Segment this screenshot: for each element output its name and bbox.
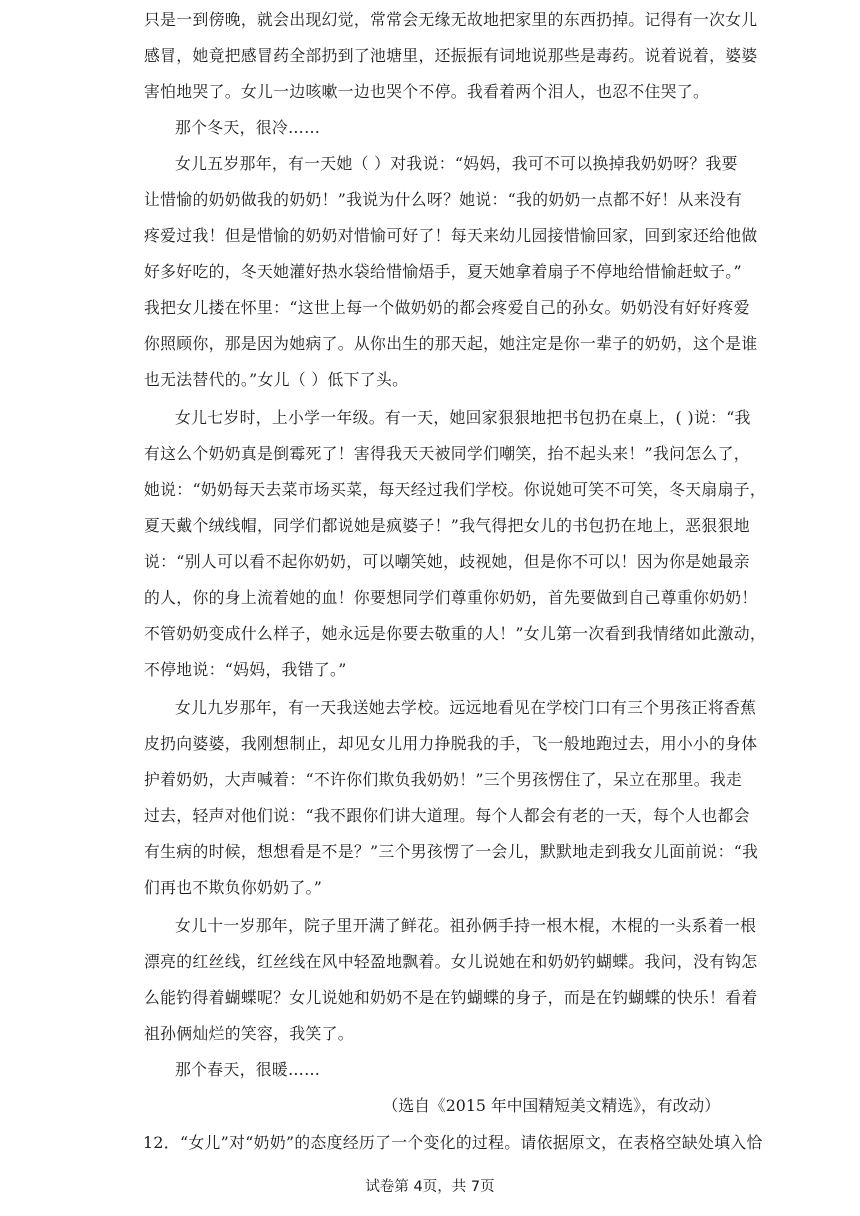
passage-line: 也无法替代的。”女儿（ ）低下了头。 bbox=[144, 370, 409, 389]
passage-line: 那个春天，很暖…… bbox=[175, 1060, 321, 1079]
passage-line: 女儿五岁那年，有一天她（ ）对我说：“妈妈，我可不可以换掉我奶奶呀？我要 bbox=[175, 154, 738, 173]
question-text: 12．“女儿”对“奶奶”的态度经历了一个变化的过程。请依据原文，在表格空缺处填入恰 bbox=[143, 1133, 763, 1152]
passage-line: 说：“别人可以看不起你奶奶，可以嘲笑她，歧视她，但是你不可以！因为你是她最亲 bbox=[144, 552, 750, 571]
passage-line: 夏天戴个绒线帽，同学们都说她是疯婆子！”我气得把女儿的书包扔在地上，恶狠狠地 bbox=[144, 516, 750, 535]
passage-line: 的人，你的身上流着她的血！你要想同学们尊重你奶奶，首先要做到自己尊重你奶奶！ bbox=[144, 588, 758, 607]
passage-line: 女儿十一岁那年，院子里开满了鲜花。祖孙俩手持一根木棍，木棍的一头系着一根 bbox=[175, 916, 757, 935]
passage-line: 感冒，她竟把感冒药全部扔到了池塘里，还振振有词地说那些是毒药。说着说着，婆婆 bbox=[144, 46, 758, 65]
passage-line: 过去，轻声对他们说：“我不跟你们讲大道理。每个人都会有老的一天，每个人也都会 bbox=[144, 806, 750, 825]
passage-line: 让惜愉的奶奶做我的奶奶！”我说为什么呀？她说：“我的奶奶一点都不好！从来没有 bbox=[144, 190, 743, 209]
source-citation: （选自《2015 年中国精短美文精选》，有改动） bbox=[382, 1096, 720, 1115]
passage-line: 不管奶奶变成什么样子，她永远是你要去敬重的人！”女儿第一次看到我情绪如此激动， bbox=[144, 624, 767, 643]
passage-line: 你照顾你，那是因为她病了。从你出生的那天起，她注定是你一辈子的奶奶，这个是谁 bbox=[144, 334, 758, 353]
passage-line: 祖孙俩灿烂的笑容，我笑了。 bbox=[144, 1024, 354, 1043]
passage-line: 那个冬天，很冷…… bbox=[175, 118, 321, 137]
passage-line: 我把女儿搂在怀里：“这世上每一个做奶奶的都会疼爱自己的孙女。奶奶没有好好疼爱 bbox=[144, 298, 750, 317]
passage-line: 们再也不欺负你奶奶了。” bbox=[144, 878, 323, 897]
passage-line: 漂亮的红丝线，红丝线在风中轻盈地飘着。女儿说她在和奶奶钓蝴蝶。我问，没有钩怎 bbox=[144, 952, 758, 971]
passage-line: 有这么个奶奶真是倒霉死了！害得我天天被同学们嘲笑，抬不起头来！”我问怎么了， bbox=[144, 444, 750, 463]
page-number-footer: 试卷第 4页，共 7页 bbox=[365, 1179, 495, 1195]
passage-line: 她说：“奶奶每天去菜市场买菜，每天经过我们学校。你说她可笑不可笑，冬天扇扇子， bbox=[144, 480, 767, 499]
passage-line: 不停地说：“妈妈，我错了。” bbox=[144, 660, 347, 679]
passage-line: 有生病的时候，想想看是不是？”三个男孩愣了一会儿，默默地走到我女儿面前说：“我 bbox=[144, 842, 759, 861]
passage-line: 么能钓得着蝴蝶呢？女儿说她和奶奶不是在钓蝴蝶的身子，而是在钓蝴蝶的快乐！看着 bbox=[144, 988, 758, 1007]
passage-line: 女儿九岁那年，有一天我送她去学校。远远地看见在学校门口有三个男孩正将香蕉 bbox=[175, 698, 757, 717]
passage-line: 皮扔向婆婆，我刚想制止，却见女儿用力挣脱我的手，飞一般地跑过去，用小小的身体 bbox=[144, 734, 758, 753]
passage-line: 女儿七岁时，上小学一年级。有一天，她回家狠狠地把书包扔在桌上，( )说：“我 bbox=[175, 408, 751, 427]
passage-line: 护着奶奶，大声喊着：“不许你们欺负我奶奶！”三个男孩愣住了，呆立在那里。我走 bbox=[144, 770, 743, 789]
passage-line: 害怕地哭了。女儿一边咳嗽一边也哭个不停。我看着两个泪人，也忍不住哭了。 bbox=[144, 82, 710, 101]
passage-line: 只是一到傍晚，就会出现幻觉，常常会无缘无故地把家里的东西扔掉。记得有一次女儿 bbox=[144, 10, 758, 29]
passage-line: 好多好吃的，冬天她灌好热水袋给惜愉焐手，夏天她拿着扇子不停地给惜愉赶蚊子。” bbox=[144, 262, 742, 281]
passage-line: 疼爱过我！但是惜愉的奶奶对惜愉可好了！每天来幼儿园接惜愉回家，回到家还给他做 bbox=[144, 226, 758, 245]
